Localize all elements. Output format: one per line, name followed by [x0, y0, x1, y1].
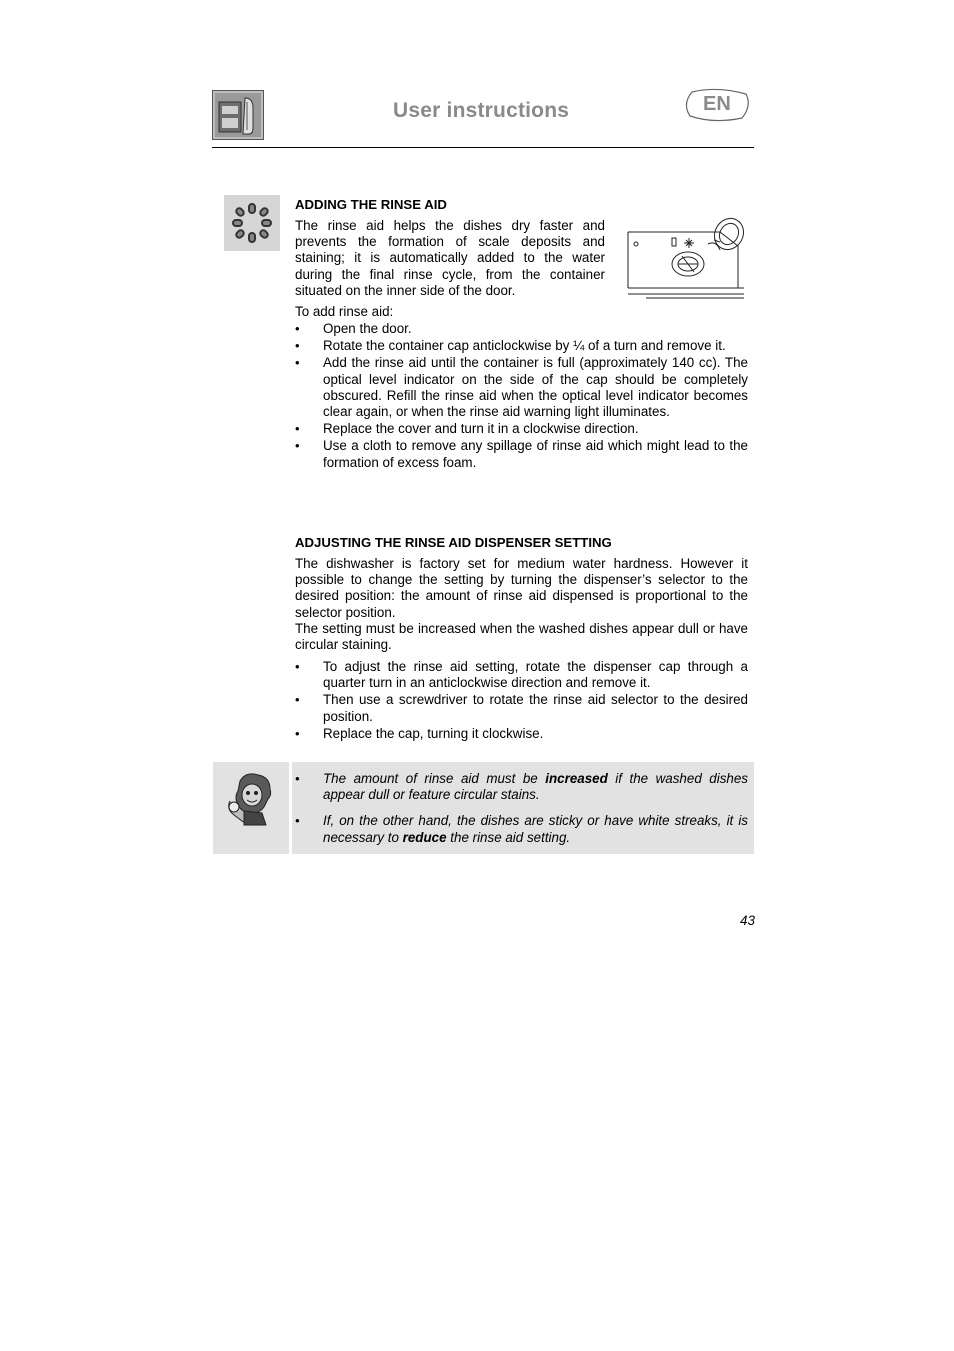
list-item: • Rotate the container cap anticlockwise by ¼ of a turn and remove it.	[295, 338, 748, 354]
note-text: The amount of rinse aid must be	[323, 771, 546, 786]
note-item-increase	[295, 771, 748, 803]
rinse-aid-lead: To add rinse aid:	[295, 304, 394, 319]
language-label: EN	[703, 93, 731, 115]
section-heading-adding-rinse-aid: ADDING THE RINSE AID	[295, 197, 447, 212]
list-item: • Use a cloth to remove any spillage of rinse aid which might lead to the formation of excess foam.	[295, 438, 748, 470]
dispenser-paragraph-2: The setting must be increased when the washed dishes appear dull or have circular staining.	[295, 621, 748, 653]
header-rule	[212, 147, 754, 148]
list-item: • Replace the cap, turning it clockwise.	[295, 726, 748, 742]
note-emphasis-reduce: reduce	[402, 829, 447, 845]
list-item: • Replace the cover and turn it in a clockwise direction.	[295, 421, 748, 437]
note-text: the rinse aid setting.	[446, 829, 571, 845]
rinse-aid-steps	[295, 321, 748, 471]
section-heading-adjusting-dispenser: ADJUSTING THE RINSE AID DISPENSER SETTING	[295, 535, 612, 550]
note-box	[292, 762, 754, 854]
list-item: • Add the rinse aid until the container is full (approximately 140 cc). The optical level indicator on the side of the cap should be completely obscured. Refill the rinse aid when the optical level indicator becomes clear again, or when the rinse aid warning light illuminates.	[295, 355, 748, 420]
sparkle-icon	[224, 195, 280, 251]
page-number: 43	[740, 913, 755, 928]
language-badge	[684, 88, 750, 122]
note-item-reduce	[295, 813, 748, 845]
note-list	[295, 771, 748, 846]
rinse-aid-intro: The rinse aid helps the dishes dry faster and prevents the formation of scale deposits and staining; it is automatically added to the water during the final rinse cycle, from the container situated on the inner side of the door.	[295, 218, 605, 298]
list-item: • Then use a screwdriver to rotate the rinse aid selector to the desired position.	[295, 692, 748, 724]
dispenser-steps	[295, 659, 748, 742]
list-item: • Open the door.	[295, 321, 748, 337]
dispenser-paragraph-1: The dishwasher is factory set for medium water hardness. However it possible to change the setting by turning the dispenser’s selector to the desired position: the amount of rinse aid dispensed is proportional to the selector position.	[295, 556, 748, 620]
list-item: • To adjust the rinse aid setting, rotate the dispenser cap through a quarter turn in an anticlockwise direction and remove it.	[295, 659, 748, 691]
page-title: User instructions	[393, 99, 570, 122]
mascot-icon	[226, 771, 276, 827]
note-text: if the washed dishes appear dull or feature circular stains.	[323, 771, 748, 803]
note-icon-panel	[213, 762, 289, 854]
rinse-aid-container-illustration	[626, 216, 750, 306]
dishwasher-icon	[212, 90, 264, 140]
note-text: If, on the other hand, the dishes are sticky or have white streaks, it is necessary to	[323, 813, 748, 845]
note-emphasis-increased: increased	[545, 771, 608, 786]
